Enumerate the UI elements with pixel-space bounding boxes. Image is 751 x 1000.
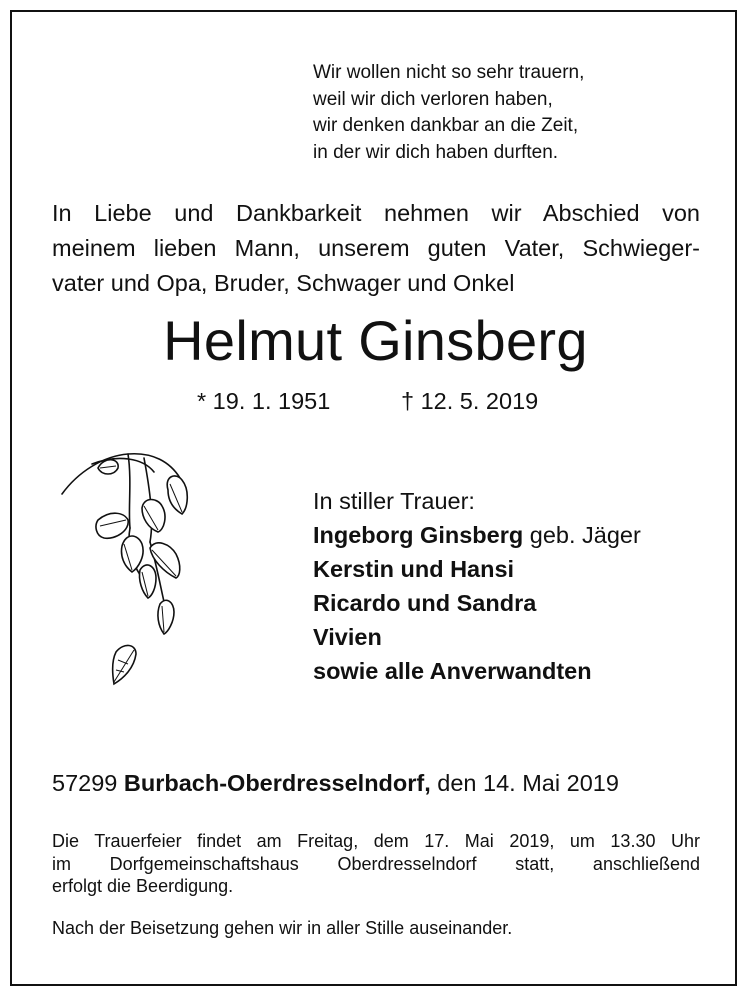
deceased-name: Helmut Ginsberg: [163, 309, 588, 372]
mourners-block: [313, 484, 641, 688]
mourner-entry: sowie alle Anverwandten: [313, 658, 592, 684]
poem-line: weil wir dich verloren haben,: [313, 88, 553, 110]
poem-line: in der wir dich haben durften.: [313, 141, 559, 163]
funeral-info-line: im Dorfgemeinschaftshaus Oberdresselndorf statt, anschließend: [52, 853, 700, 874]
funeral-info-line: Die Trauerfeier findet am Freitag, dem 17. Mai 2019, um 13.30 Uhr: [52, 831, 700, 851]
mourner-entry: Vivien: [313, 624, 382, 650]
poem-line: wir denken dankbar an die Zeit,: [313, 115, 579, 136]
birth-date: * 19. 1. 1951: [197, 388, 331, 414]
spouse-line: [313, 518, 641, 552]
postcode: 57299: [52, 770, 124, 796]
spouse-maiden-name: geb. Jäger: [523, 522, 641, 548]
mourner-entry: Kerstin und Hansi: [313, 556, 515, 582]
poem: [313, 60, 584, 166]
notice-date: den 14. Mai 2019: [430, 770, 619, 796]
mourners-heading: In stiller Trauer:: [313, 488, 475, 514]
birch-branch-icon: [58, 450, 208, 695]
mourner-entry: Ricardo und Sandra: [313, 590, 537, 616]
town: Burbach-Oberdresselndorf,: [123, 770, 431, 796]
funeral-info: [52, 830, 700, 898]
poem-line: Wir wollen nicht so sehr trauern,: [313, 62, 585, 83]
spouse-name: Ingeborg Ginsberg: [313, 522, 524, 548]
intro-line: vater und Opa, Bruder, Schwager und Onkel: [52, 270, 515, 296]
intro-text: [52, 196, 700, 301]
funeral-info-line: erfolgt die Beerdigung.: [52, 876, 234, 896]
intro-line: In Liebe und Dankbarkeit nehmen wir Abschied von: [52, 200, 700, 226]
death-date: † 12. 5. 2019: [401, 388, 539, 414]
place-date-line: [52, 770, 619, 797]
closing-text: Nach der Beisetzung gehen wir in aller Stille auseinander.: [52, 918, 513, 938]
intro-line: meinem lieben Mann, unserem guten Vater, Schwieger-: [52, 235, 700, 261]
